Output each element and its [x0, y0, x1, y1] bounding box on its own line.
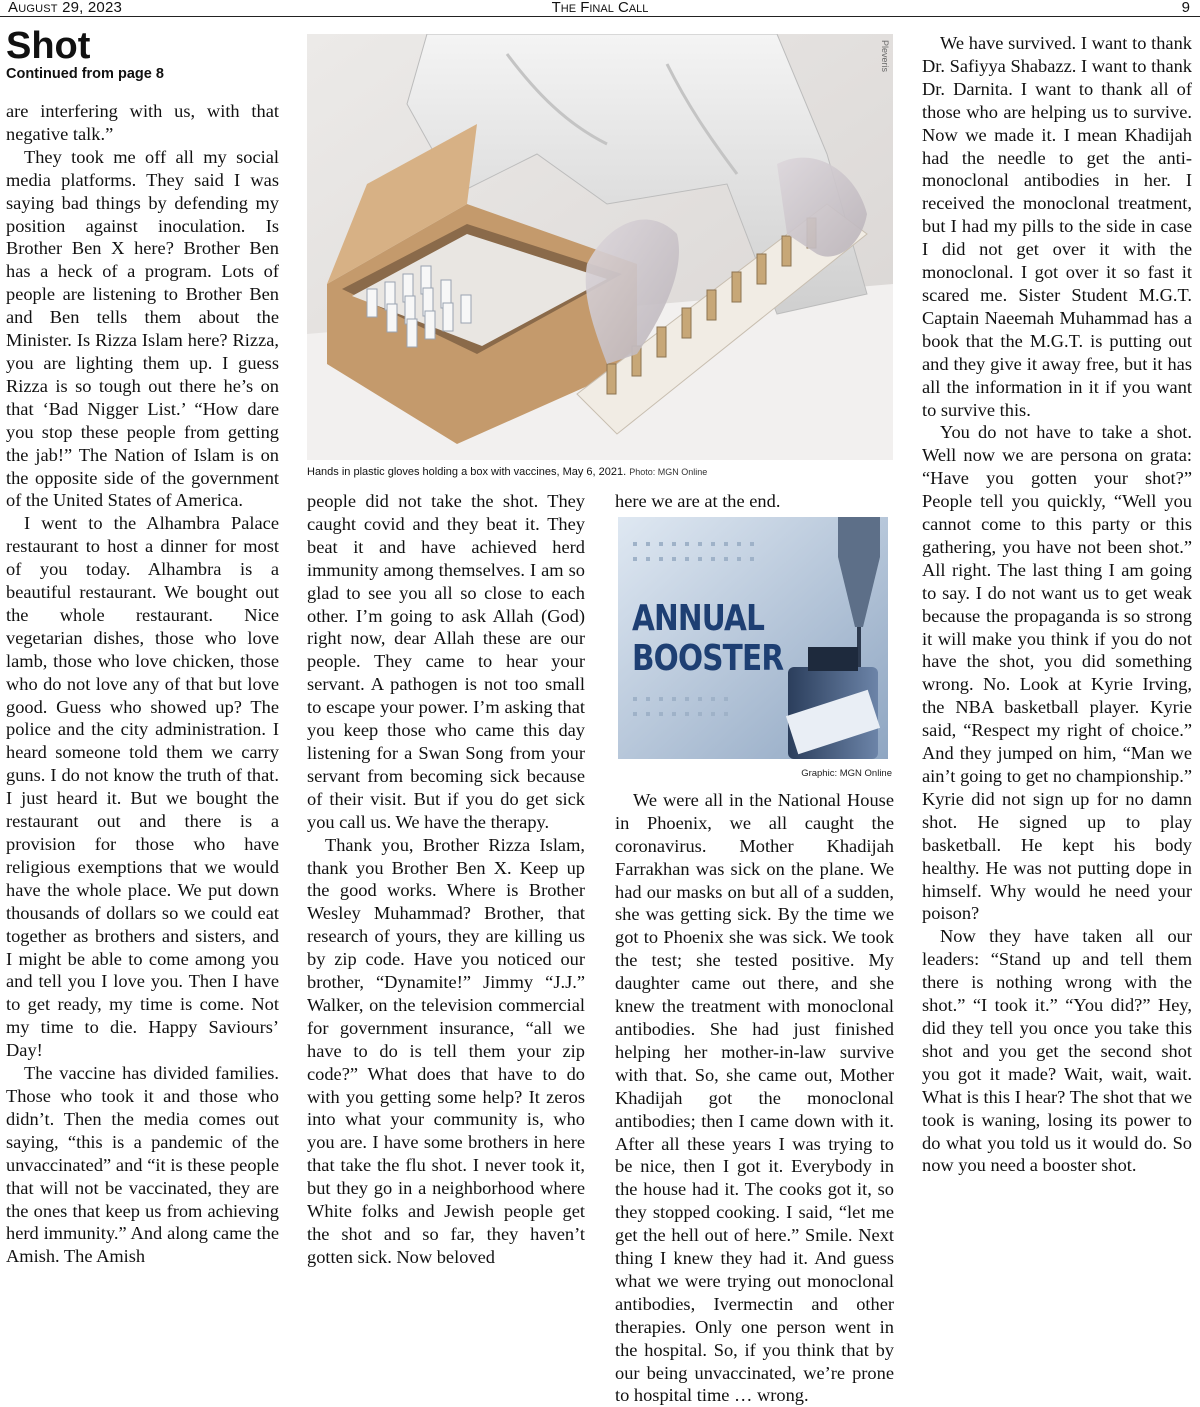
article-headline: Shot: [6, 25, 91, 67]
paragraph: We have survived. I want to thank Dr. Safiyya Shabazz. I want to thank Dr. Darnita. I want to thank all of those who are helping us to survive. Now we made it. I mean Khadijah had the needle to get the anti-monoclonal antibodies in her. I received the monoclonal treatment, but I had my pills to the side in case I did not get over it with the monoclonal. I got over it so fast it scared me. Sister Student M.G.T. Captain Naeemah Muhammad has a book that the M.G.T. is putting out and they give it away free, but it has all the information in it if you want to survive this.: [922, 33, 1192, 420]
vaccine-photo: [307, 34, 893, 460]
vaccine-photo-illustration: [307, 34, 893, 460]
continued-from-label: Continued from page 8: [6, 66, 164, 82]
paragraph: Now they have taken all our leaders: “Stand up and tell them there is nothing wrong with the shot.” “I took it.” “You did?” Hey, did they tell you once you take this shot and you get the second shot you got it made? Wait, wait, wait. What is this I hear? The shot that we took is waning, losing its power to do what you told us it would do. So now you need a booster shot.: [922, 926, 1192, 1176]
page-number: 9: [1181, 0, 1190, 16]
paragraph: We were all in the National House in Phoenix, we all caught the coronavirus. Mother Khadijah Farrakhan was sick on the plane. We had our masks on but all of a sudden, she was getting sick. By the time we got to Phoenix she was sick. We took the test; she tested positive. My daughter came out there, and she knew the treatment with monoclonal antibodies. She had just finished helping her mother-in-law survive with that. So, she came out, Mother Khadijah got the monoclonal antibodies; then I came down with it. After all these years I was trying to be nice, then I got it. Everybody in the house had it. The cooks got it, so they stopped cooking. I said, “let me get the hell out of here.” Smile. Next thing I knew they had it. And guess what we were trying out monoclonal antibodies, Ivermectin and other therapies. Only one person went in the hospital. So, if you think that by our being unvaccinated, we’re prone to hospital time … wrong.: [615, 789, 894, 1406]
paragraph: You do not have to take a shot. Well now we are persona on grata: “Have you gotten your shot?” People tell you quickly, “Well you cannot come to this party or this gathering, you have not been shot.” All right. The last thing I am going to say. I do not want us to get weak because the propaganda is so strong it will make you think if you do not have the shot, you did something wrong. No. Look at Kyrie Irving, the NBA basketball player. Kyrie said, “Respect my right of choice.” And they jumped on him, “Man we ain’t going to get no championship.” Kyrie did not sign up for no damn shot. He signed up to play basketball. He kept his body healthy. He was not putting dope in himself. Why would he need your poison?: [922, 422, 1192, 924]
graphic-credit: Graphic: MGN Online: [801, 767, 892, 779]
paragraph: people did not take the shot. They caught covid and they beat it. They beat it and have achieved herd immunity among themselves. I am so glad to see you all so close to each other. I’m going to ask Allah (God) right now, dear Allah these are our people. They came to hear your servant. A pathogen is not too small to escape your power. I’m asking that you keep those who came this day listening for a Swan Song from your servant from becoming sick because of their visit. But if you do get sick you call us. We have the therapy.: [307, 491, 585, 832]
photo-side-credit: Pleveris: [880, 40, 890, 73]
page-header: [0, 0, 1200, 17]
article-column-2: [307, 490, 585, 1269]
booster-title: [632, 599, 783, 679]
paragraph: The vaccine has divided families. Those who took it and those who didn’t. Then the media comes out saying, “this is a pandemic of the unvaccinated” and “it is these people that will not be vaccinated, they are the ones that keep us from achieving herd immunity.” And along came the Amish. The Amish: [6, 1063, 279, 1267]
paragraph: Thank you, Brother Rizza Islam, thank you Brother Ben X. Keep up the good works. Where is Brother Wesley Muhammad? Brother, that research of yours, they are killing us by zip code. Have you noticed our brother, “Dynamite!” Jimmy “J.J.” Walker, on the television commercial for government insurance, “all we have to do is tell them your zip code?” What does that have to do with you getting some help? It zeros into what your community is, who you are. I have some brothers in here that take the flu shot. I never took it, but they go in a neighborhood where White folks and Jewish people get the shot and so far, they haven’t gotten sick. Now beloved: [307, 834, 585, 1267]
paragraph: are interfering with us, with that negative talk.”: [6, 101, 279, 144]
booster-title-line2: BOOSTER: [632, 637, 784, 679]
photo-credit: Photo: MGN Online: [629, 467, 708, 477]
photo-caption: [307, 466, 897, 479]
issue-date: August 29, 2023: [8, 0, 123, 16]
booster-title-line1: ANNUAL: [632, 597, 765, 639]
paragraph: here we are at the end.: [615, 491, 781, 511]
paragraph: I went to the Alhambra Palace restaurant to host a dinner for most of you today. Alhambra is a beautiful restaurant. We bought out the whole restaurant. Nice vegetarian dishes, those who love lamb, those who love chicken, those who do not love any of that but love good. Guess who showed up? The police and the city administration. I heard someone told them we carry guns. I do not know the truth of that. I just heard it. But we bought the restaurant out and there is a provision for those who have religious exemptions that we would have the whole place. We put down thousands of dollars so we could eat together as brothers and sisters, and I might be able to come among you and tell you I love you. Then I have to get ready, my time is come. Not my time to die. Happy Saviours’ Day!: [6, 513, 279, 1061]
annual-booster-graphic: [618, 517, 888, 759]
annual-booster-graphic-wrap: [608, 515, 906, 789]
newspaper-name: The Final Call: [551, 0, 649, 16]
paragraph: They took me off all my social media platforms. They said I was saying bad things by defending my position against inoculation. Is Brother Ben X here? Brother Ben has a heck of a program. Lots of people are listening to Brother Ben and Ben tells them about the Minister. Is Rizza Islam here? Rizza, you are lighting them up. I guess Rizza is so tough out there he’s on that ‘Bad Nigger List.’ “How dare you stop these people from getting the jab!” The Nation of Islam is on the opposite side of the government of the United States of America.: [6, 146, 279, 511]
article-column-1: [6, 100, 279, 1268]
photo-caption-text: Hands in plastic gloves holding a box with vaccines, May 6, 2021.: [307, 466, 627, 478]
article-column-4: [922, 32, 1192, 1177]
article-column-3: [615, 490, 894, 1407]
